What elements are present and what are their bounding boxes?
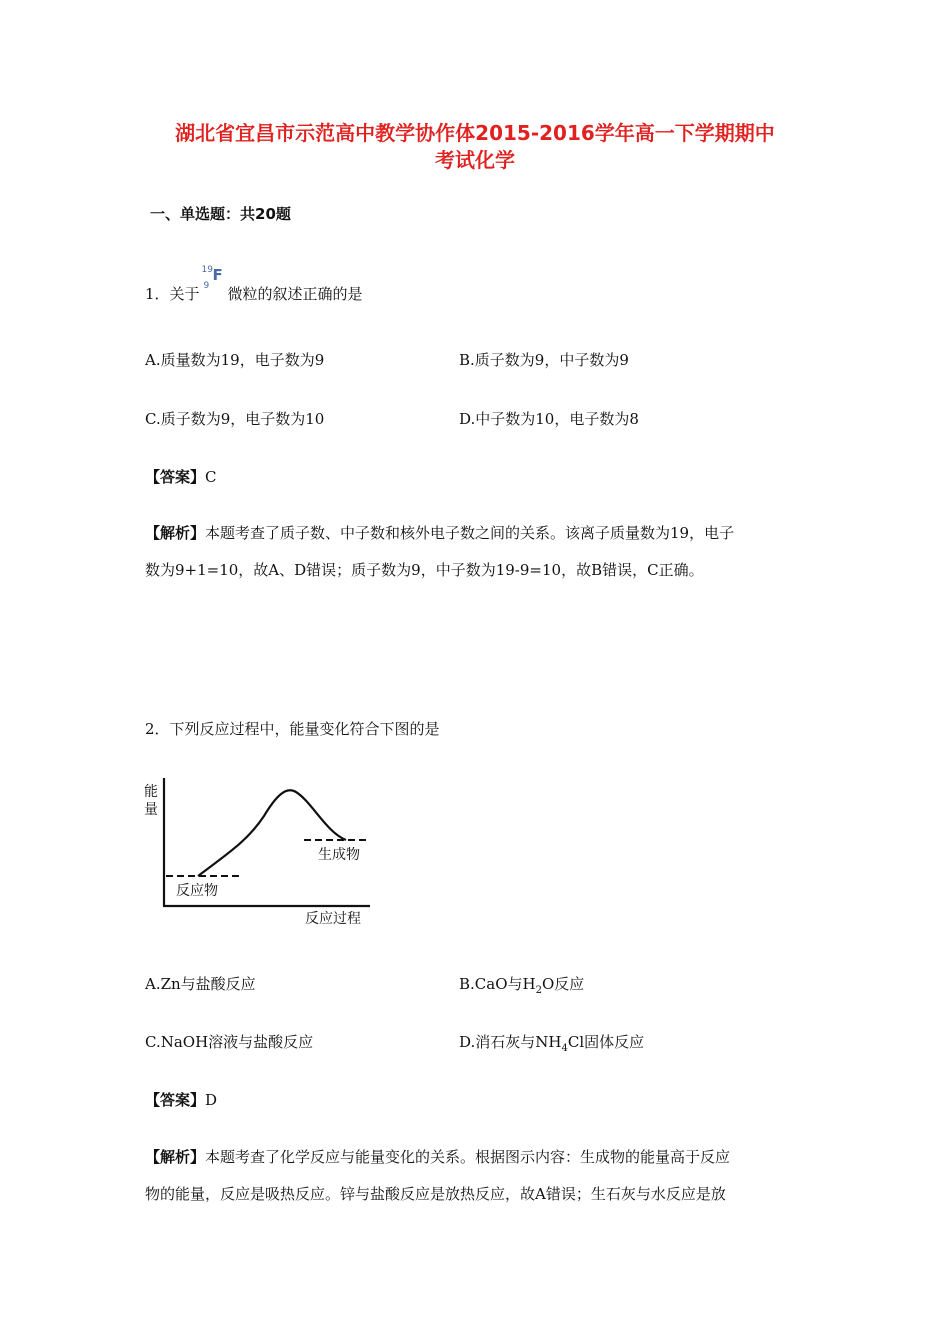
q2-analysis-label: 【解析】 [145,1148,206,1166]
question-1-stem-tail: 微粒的叙述正确的是 [227,285,363,303]
fluorine-isotope-symbol: 19 9 F [201,265,223,291]
q2-answer [145,1089,217,1110]
reactant-label: 反应物 [176,883,218,899]
q2-answer-value: D [205,1091,218,1109]
reaction-energy-curve [198,790,346,876]
section-heading: 一、单选题：共20题 [150,205,291,223]
q2-option-b: B.CaO与$H_2O$反应 [459,975,585,996]
y-axis-label-2: 量 [144,802,158,818]
q2-option-d: D.消石灰与$NH_4Cl$固体反应 [459,1033,645,1054]
q1-analysis [145,515,805,589]
q1-answer-label: 【答案】 [145,468,206,486]
question-1-number: 1．关于 [145,285,200,303]
document-title [110,120,840,174]
title-line-2: 考试化学 [435,148,515,172]
q1-analysis-label: 【解析】 [145,524,206,542]
title-line-1: 湖北省宜昌市示范高中教学协作体2015-2016学年高一下学期期中 [175,121,775,145]
q1-option-b: B.质子数为9，中子数为9 [459,351,629,369]
q1-option-d: D.中子数为10，电子数为8 [459,410,639,428]
q2-analysis [145,1139,805,1213]
q1-option-a: A.质量数为19，电子数为9 [145,351,325,369]
question-1-stem [145,265,363,304]
question-2-stem: 2．下列反应过程中，能量变化符合下图的是 [145,720,440,738]
q1-answer-value: C [205,468,217,486]
q2-analysis-line-1: 本题考查了化学反应与能量变化的关系。根据图示内容：生成物的能量高于反应 [205,1148,731,1166]
q1-answer [145,466,217,487]
q1-analysis-line-1: 本题考查了质子数、中子数和核外电子数之间的关系。该离子质量数为19，电子 [205,524,735,542]
q1-analysis-line-2: 数为9+1=10，故A、D错误；质子数为9，中子数为19-9=10，故B错误，C正确。 [145,561,704,579]
y-axis-label-1: 能 [144,784,158,800]
q2-option-a: A.Zn与盐酸反应 [145,975,256,993]
x-axis-label: 反应过程 [305,911,361,927]
q2-analysis-line-2: 物的能量，反应是吸热反应。锌与盐酸反应是放热反应，故A错误；生石灰与水反应是放 [145,1185,726,1203]
q2-option-c: C.NaOH溶液与盐酸反应 [145,1033,314,1051]
q2-answer-label: 【答案】 [145,1091,206,1109]
product-label: 生成物 [318,847,360,863]
q1-option-c: C.质子数为9，电子数为10 [145,410,325,428]
energy-diagram [140,770,380,930]
